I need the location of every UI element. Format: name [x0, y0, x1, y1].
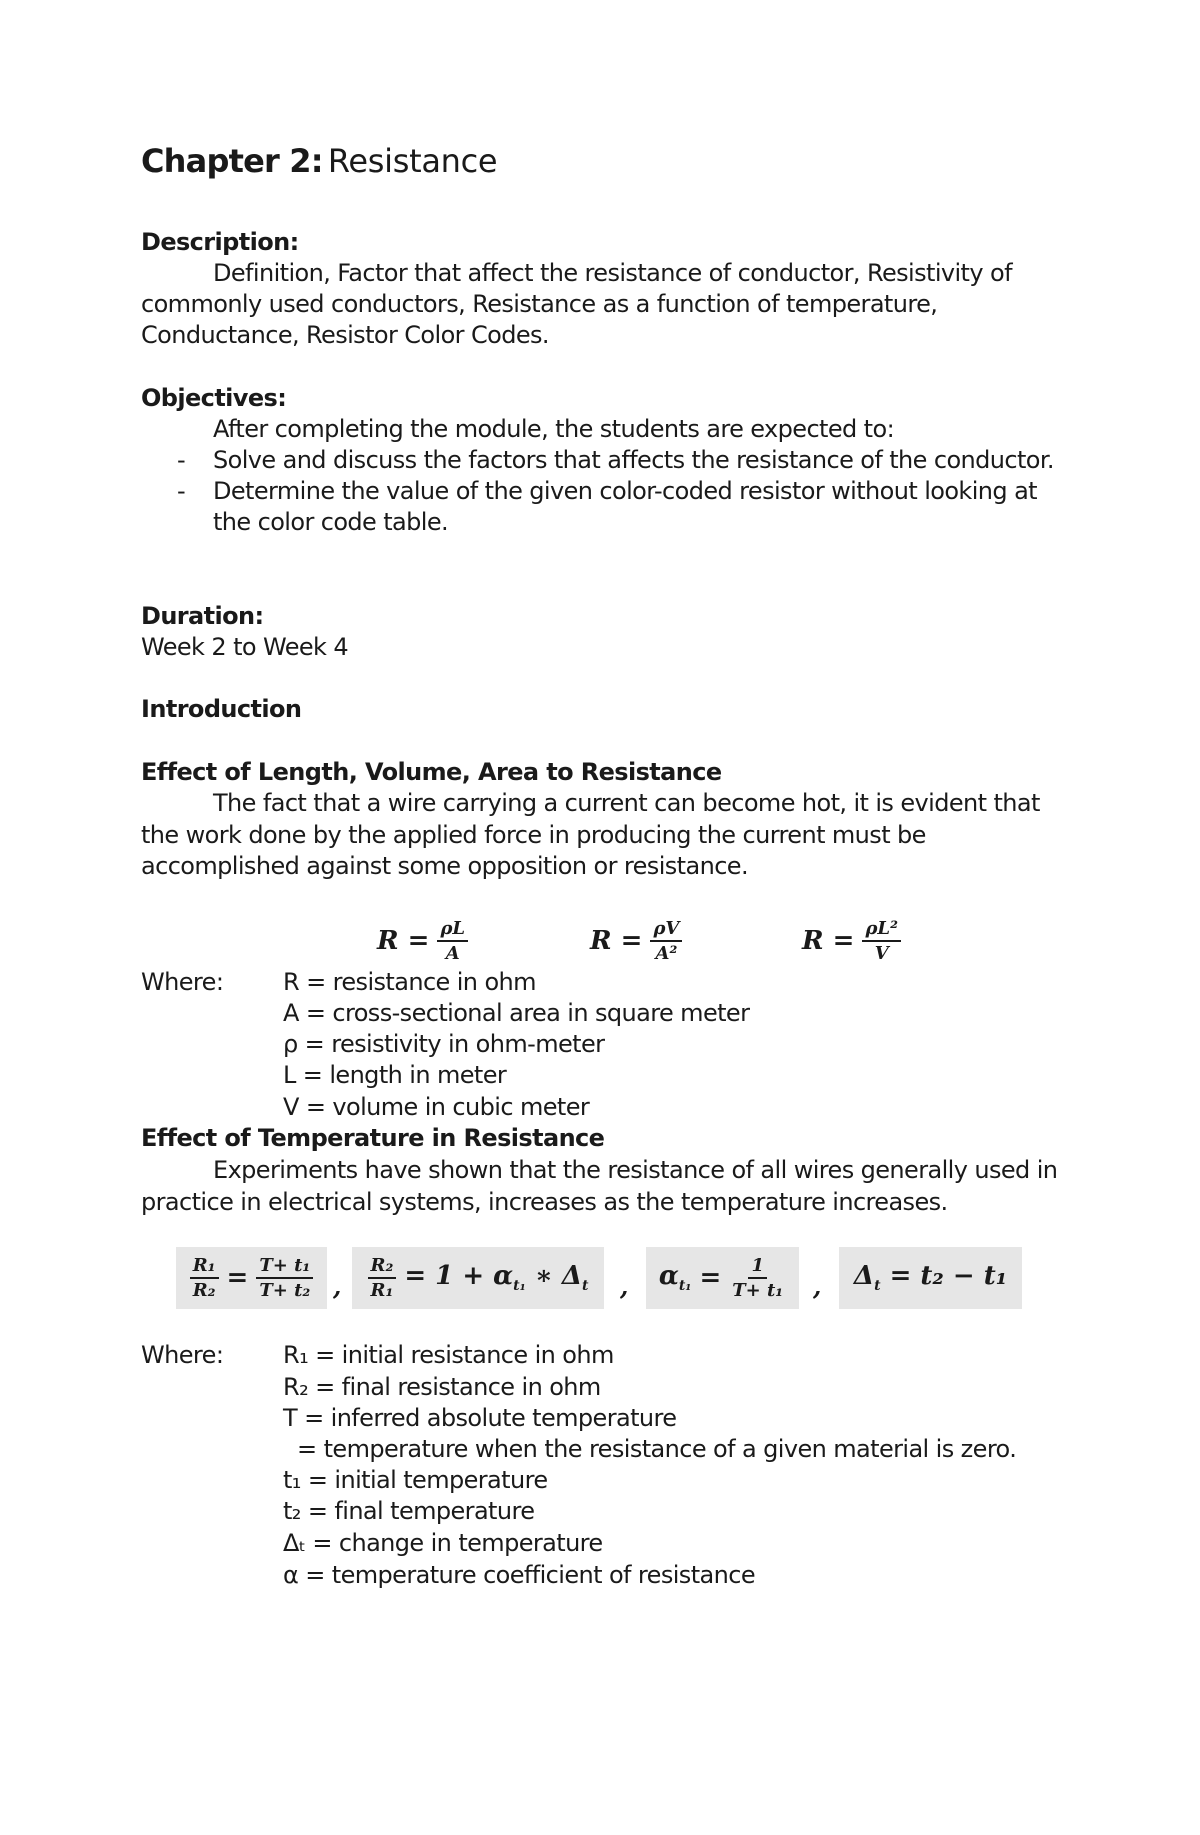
denominator: R₁ [370, 1280, 394, 1301]
subscript: t [874, 1278, 881, 1295]
denominator: T+ t₂ [259, 1280, 311, 1301]
definition-a: A = cross-sectional area in square meter [283, 999, 750, 1027]
equals-sign: = [699, 1263, 722, 1293]
fraction [862, 918, 901, 964]
rhs-delta: ∗ Δ [525, 1261, 583, 1292]
chapter-label: Chapter 2: [141, 142, 323, 180]
denominator: A [445, 943, 460, 964]
numerator: ρV [650, 918, 682, 942]
formula-r-rhov-a2 [590, 918, 682, 964]
duration-value: Week 2 to Week 4 [141, 633, 349, 661]
equals-sign: = [226, 1263, 249, 1293]
effect-length-heading: Effect of Length, Volume, Area to Resistance [141, 758, 722, 786]
effect-length-line-2: the work done by the applied force in producing the current must be [141, 821, 926, 849]
equation-alpha-box [646, 1247, 799, 1309]
numerator: R₂ [368, 1255, 397, 1279]
definition-t-cont: = temperature when the resistance of a given material is zero. [283, 1435, 1017, 1463]
fraction [368, 1255, 397, 1301]
equation-r2-r1-box [352, 1247, 604, 1309]
definition-t: T = inferred absolute temperature [283, 1404, 677, 1432]
numerator: ρL [437, 918, 468, 942]
description-heading: Description: [141, 228, 299, 256]
effect-temperature-line-2: practice in electrical systems, increases as the temperature increases. [141, 1188, 948, 1216]
duration-heading: Duration: [141, 602, 264, 630]
numerator: ρL² [862, 918, 901, 942]
denominator: T+ t₁ [732, 1280, 784, 1301]
denominator: R₂ [192, 1280, 216, 1301]
comma-separator: , [813, 1272, 822, 1301]
formula-r-rhol2-v [802, 918, 901, 964]
where-label: Where: [141, 1341, 224, 1369]
formula-r-rhol-a [377, 918, 468, 964]
where-label: Where: [141, 968, 224, 996]
equation-rhs [404, 1261, 588, 1294]
alpha-symbol: α [658, 1261, 679, 1292]
bullet-dash: - [177, 477, 186, 505]
formula-lhs: R = [802, 926, 855, 956]
numerator: T+ t₁ [256, 1255, 313, 1279]
denominator: V [874, 943, 889, 964]
delta-symbol: Δ [853, 1261, 875, 1292]
definition-l: L = length in meter [283, 1061, 507, 1089]
subscript: t₁ [513, 1278, 526, 1295]
definition-alpha: α = temperature coefficient of resistance [283, 1561, 755, 1589]
numerator: R₁ [190, 1255, 219, 1279]
equation-delta [854, 1261, 1007, 1294]
delta-term [854, 1261, 1007, 1294]
definition-r: R = resistance in ohm [283, 968, 536, 996]
subscript: t [582, 1278, 589, 1295]
definition-v: V = volume in cubic meter [283, 1093, 590, 1121]
fraction [437, 918, 468, 964]
definition-rho: ρ = resistivity in ohm-meter [283, 1030, 605, 1058]
bullet-dash: - [177, 446, 186, 474]
effect-temperature-heading: Effect of Temperature in Resistance [141, 1124, 605, 1152]
delta-rhs: = t₂ − t₁ [880, 1261, 1008, 1292]
objectives-intro: After completing the module, the students are expected to: [213, 415, 895, 443]
equation-delta-box [839, 1247, 1022, 1309]
comma-separator: , [333, 1272, 342, 1301]
equation-r2-r1 [368, 1255, 589, 1301]
equation-alpha [659, 1255, 786, 1301]
objective-item-2: Determine the value of the given color-coded resistor without looking at [213, 477, 1037, 505]
denominator: A² [655, 943, 678, 964]
fraction [650, 918, 682, 964]
definition-r1: R₁ = initial resistance in ohm [283, 1341, 614, 1369]
formula-lhs: R = [377, 926, 430, 956]
effect-length-line-1: The fact that a wire carrying a current can become hot, it is evident that [213, 789, 1040, 817]
definition-delta-t: Δₜ = change in temperature [283, 1529, 603, 1557]
description-line-3: Conductance, Resistor Color Codes. [141, 321, 549, 349]
introduction-heading: Introduction [141, 695, 302, 723]
effect-temperature-line-1: Experiments have shown that the resistance of all wires generally used in [213, 1156, 1058, 1184]
objective-item-1: Solve and discuss the factors that affects the resistance of the conductor. [213, 446, 1054, 474]
comma-separator: , [620, 1272, 629, 1301]
equation-ratio [190, 1255, 314, 1301]
alpha-term [659, 1261, 692, 1294]
fraction [190, 1255, 219, 1301]
fraction [729, 1255, 786, 1301]
objective-item-2-cont: the color code table. [213, 508, 449, 536]
description-line-2: commonly used conductors, Resistance as a function of temperature, [141, 290, 938, 318]
definition-t2: t₂ = final temperature [283, 1497, 535, 1525]
objectives-heading: Objectives: [141, 384, 287, 412]
formula-lhs: R = [590, 926, 643, 956]
page-title [141, 142, 497, 180]
definition-r2: R₂ = final resistance in ohm [283, 1373, 601, 1401]
equation-ratio-box [176, 1247, 327, 1309]
subscript: t₁ [678, 1278, 692, 1295]
chapter-name: Resistance [327, 142, 498, 180]
fraction [256, 1255, 313, 1301]
rhs-text: = 1 + α [404, 1261, 514, 1292]
effect-length-line-3: accomplished against some opposition or resistance. [141, 852, 748, 880]
definition-t1: t₁ = initial temperature [283, 1466, 548, 1494]
numerator: 1 [748, 1255, 767, 1279]
description-line-1: Definition, Factor that affect the resistance of conductor, Resistivity of [213, 259, 1012, 287]
